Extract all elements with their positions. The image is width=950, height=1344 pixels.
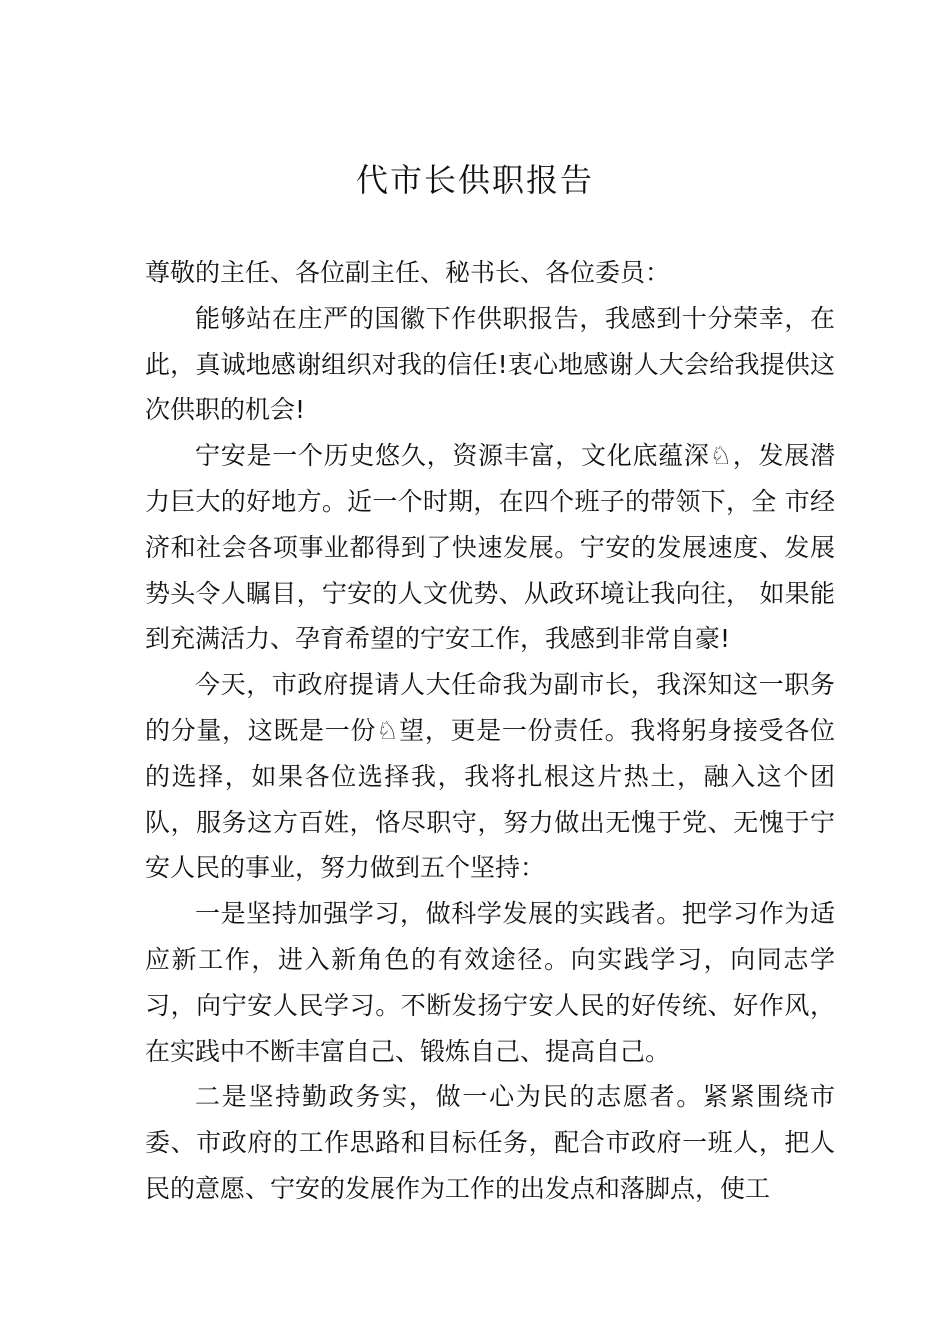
document-title: 代市长供职报告 [355, 161, 594, 199]
paragraph: 一是坚持加强学习，做科学发展的实践者。把学习作为适应新工作，进入新角色的有效途径。向实践学习，向同志学习，向宁安人民学习。不断发扬宁安人民的好传统、好作风，在实践中不断丰富自己、锻炼自己、提高自己。 [145, 899, 835, 1066]
paragraph: 二是坚持勤政务实，做一心为民的志愿者。紧紧围绕市委、市政府的工作思路和目标任务，配合市政府一班人，把人民的意愿、宁安的发展作为工作的出发点和落脚点，使工 [145, 1082, 835, 1203]
salutation: 尊敬的主任、各位副主任、秘书长、各位委员： [145, 258, 671, 287]
document-body [145, 250, 835, 1212]
paragraph: 今天，市政府提请人大任命我为副市长，我深知这一职务的分量，这既是一份♘望，更是一份责任。我将躬身接受各位的选择，如果各位选择我，我将扎根这片热土，融入这个团队，服务这方百姓，恪尽职守，努力做出无愧于党、无愧于宁安人民的事业，努力做到五个坚持： [145, 670, 835, 883]
paragraph: 能够站在庄严的国徽下作供职报告，我感到十分荣幸，在此，真诚地感谢组织对我的信任!衷心地感谢人大会给我提供这次供职的机会! [145, 303, 835, 425]
paragraph: 宁安是一个历史悠久，资源丰富，文化底蕴深♘，发展潜力巨大的好地方。近一个时期，在四个班子的带领下，全 市经济和社会各项事业都得到了快速发展。宁安的发展速度、发展势头令人瞩目，宁安的人文优势、从政环境让我向往， 如果能到充满活力、孕育希望的宁安工作，我感到非常自豪! [145, 441, 835, 654]
